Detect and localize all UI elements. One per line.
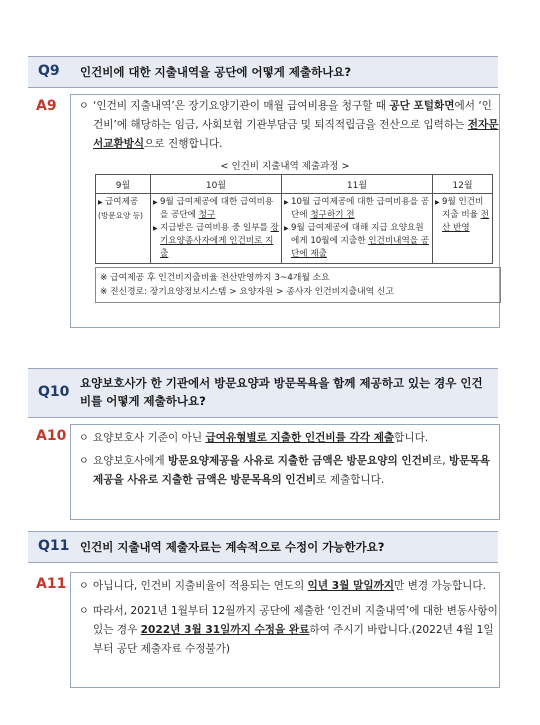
process-table — [95, 174, 493, 264]
bullet: ㅇ — [79, 101, 89, 112]
a9-paragraph-1: ㅇ ‘인건비 지출내역’은 장기요양기관이 매월 급여비용을 청구할 때 공단 포털화면에서 ‘인건비’에 해당하는 임금, 사회보험 기관부담금 및 퇴직적립금을 전산으로 입력하는 전자문서교환방식으로 진행합니다. — [71, 97, 499, 154]
a11-box — [70, 572, 500, 688]
table-header: 12월 — [433, 175, 493, 194]
q10-question: 요양보호사가 한 기관에서 방문요양과 방문목욕을 함께 제공하고 있는 경우 인건비를 어떻게 제출하나요? — [80, 376, 483, 408]
table-header: 10월 — [151, 175, 282, 194]
a10-paragraph-1: ㅇ 요양보호사 기준이 아닌 급여유형별로 지출한 인건비를 각각 제출합니다. — [79, 432, 429, 444]
q10-label: Q10 — [38, 384, 70, 400]
note-line: ※ 급여제공 후 인건비지출비율 전산반영까지 3~4개월 소요 — [100, 273, 330, 283]
q9-label: Q9 — [38, 63, 60, 79]
table-header: 11월 — [282, 175, 433, 194]
table-cell: ▶ 급여제공 (방문요양 등) — [96, 194, 151, 264]
q9-header — [28, 56, 498, 88]
note-line: ※ 진신경로: 장기요양정보시스템 > 요양자원 > 종사자 인건비지출내역 신고 — [100, 287, 394, 297]
a10-paragraph-2: ㅇ 요양보호사에게 방문요양제공을 사유로 지출한 금액은 방문요양의 인건비로, 방문목욕제공을 사유로 지출한 금액은 방문목욕의 인건비로 제출합니다. — [79, 455, 490, 486]
q11-question: 인건비 지출내역 제출자료는 계속적으로 수정이 가능한가요? — [80, 540, 385, 554]
table-cell: ▶ 9월 인건비 지출 비율 전산 반영 — [433, 194, 493, 264]
table-header: 9월 — [96, 175, 151, 194]
q10-header — [28, 368, 498, 418]
a9-label: A9 — [36, 98, 57, 114]
process-notes — [95, 267, 501, 303]
a10-label: A10 — [36, 428, 67, 444]
a11-paragraph-2: ㅇ 따라서, 2021년 1월부터 12월까지 공단에 제출한 ‘인건비 지출내역’에 대한 변동사항이 있는 경우 2022년 3월 31일까지 수정을 완료하여 주시기 바랍니다.(2022년 4월 1일부터 공단 제출자료 수정불가) — [79, 605, 498, 655]
q9-question: 인건비에 대한 지출내역을 공단에 어떻게 제출하나요? — [80, 65, 352, 79]
a9-box — [70, 94, 500, 328]
table-cell: ▶ 10월 급여제공에 대한 급여비용을 공단에 청구하기 전 ▶ 9월 급여제공에 대해 지급 요양요원에게 10월에 지출한 인건비내역을 공단에 제출 — [282, 194, 433, 264]
a10-box — [70, 424, 500, 520]
table-cell: ▶ 9월 급여제공에 대한 급여비용을 공단에 청구 ▶ 지급받은 급여비용 중 일부를 장기요양종사자에게 인건비로 지출 — [151, 194, 282, 264]
q11-header — [28, 531, 498, 563]
process-table-title: < 인건비 지출내역 제출과정 > — [220, 161, 350, 172]
q11-label: Q11 — [38, 538, 70, 554]
a11-label: A11 — [36, 576, 67, 592]
a11-paragraph-1: ㅇ 아닙니다, 인건비 지출비율이 적용되는 연도의 익년 3월 말일까지만 변경 가능합니다. — [79, 580, 487, 592]
